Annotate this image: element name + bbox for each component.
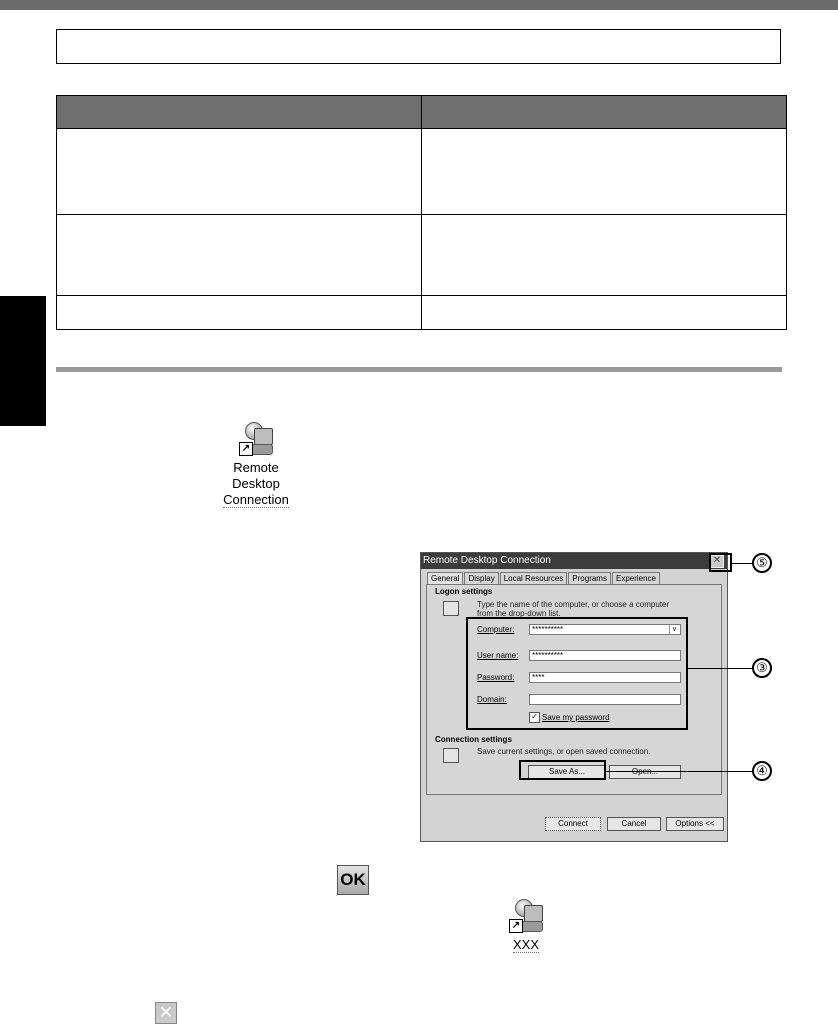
xxx-shortcut-label: XXX bbox=[512, 937, 539, 952]
table-header-row bbox=[57, 96, 787, 129]
table-cell bbox=[57, 296, 422, 330]
options-button[interactable]: Options << bbox=[666, 817, 724, 831]
username-field[interactable]: ********** bbox=[529, 650, 681, 661]
callout-line-4 bbox=[606, 771, 752, 772]
highlight-logon-fields bbox=[466, 617, 688, 730]
password-label: Password: bbox=[477, 673, 515, 682]
table-cell bbox=[57, 215, 422, 296]
computer-value: ********** bbox=[532, 625, 564, 634]
tab-local-resources[interactable]: Local Resources bbox=[500, 572, 568, 584]
table-header-cell bbox=[57, 96, 422, 129]
connection-settings-heading: Connection settings bbox=[435, 735, 512, 744]
page-top-bar bbox=[0, 0, 838, 10]
table-header-cell bbox=[422, 96, 787, 129]
ok-button-icon: OK bbox=[337, 865, 369, 895]
callout-line-5 bbox=[732, 563, 752, 564]
username-label: User name: bbox=[477, 651, 519, 660]
cancel-button[interactable]: Cancel bbox=[607, 817, 661, 831]
table-row bbox=[57, 296, 787, 330]
tab-general[interactable]: General bbox=[427, 572, 463, 584]
dialog-title-bar bbox=[421, 553, 727, 569]
computer-label: Computer: bbox=[477, 625, 515, 634]
folder-icon bbox=[443, 748, 459, 763]
table-cell bbox=[422, 296, 787, 330]
close-icon: ✕ bbox=[155, 1002, 177, 1024]
highlight-save-as bbox=[519, 760, 606, 780]
note-box bbox=[56, 29, 781, 64]
save-as-button[interactable]: Save As... bbox=[528, 765, 606, 779]
save-password-label: Save my password bbox=[542, 713, 610, 722]
save-password-checkbox[interactable]: ✓ bbox=[529, 712, 540, 723]
computer-icon bbox=[443, 601, 459, 616]
table-cell bbox=[422, 129, 787, 215]
remote-desktop-shortcut[interactable] bbox=[210, 420, 302, 508]
password-field[interactable]: **** bbox=[529, 672, 681, 683]
callout-3: ③ bbox=[752, 658, 772, 678]
tab-display[interactable]: Display bbox=[464, 572, 498, 584]
logon-hint-line2: from the drop-down list. bbox=[477, 609, 561, 618]
domain-label: Domain: bbox=[477, 695, 507, 704]
tab-experience[interactable]: Experience bbox=[612, 572, 660, 584]
remote-desktop-icon: ↗ bbox=[239, 420, 273, 458]
tab-programs[interactable]: Programs bbox=[568, 572, 611, 584]
dialog-tabs bbox=[427, 572, 661, 584]
shortcut-label-line3: Connection bbox=[223, 492, 289, 507]
xxx-connection-shortcut[interactable] bbox=[500, 897, 552, 953]
chevron-down-icon[interactable]: v bbox=[669, 625, 679, 634]
remote-desktop-icon: ↗ bbox=[509, 897, 543, 935]
close-icon[interactable]: ✕ bbox=[710, 555, 724, 568]
shortcut-label-line1: Remote bbox=[233, 460, 279, 475]
highlight-close-button bbox=[709, 553, 732, 572]
open-button[interactable] bbox=[609, 765, 681, 779]
spec-table bbox=[56, 95, 787, 330]
logon-hint-line1: Type the name of the computer, or choose a computer bbox=[477, 600, 670, 609]
callout-4: ④ bbox=[752, 761, 772, 781]
section-side-tab bbox=[0, 296, 46, 426]
section-rule bbox=[56, 367, 782, 372]
logon-settings-heading: Logon settings bbox=[435, 587, 493, 596]
table-row bbox=[57, 129, 787, 215]
connection-hint: Save current settings, or open saved connection. bbox=[477, 747, 651, 756]
table-cell bbox=[57, 129, 422, 215]
dialog-title: Remote Desktop Connection bbox=[423, 555, 551, 566]
connect-button[interactable]: Connect bbox=[545, 817, 601, 831]
callout-line-3 bbox=[688, 668, 752, 669]
callout-5: ⑤ bbox=[752, 553, 772, 573]
table-cell bbox=[422, 215, 787, 296]
table-row bbox=[57, 215, 787, 296]
shortcut-label-line2: Desktop bbox=[232, 476, 280, 491]
